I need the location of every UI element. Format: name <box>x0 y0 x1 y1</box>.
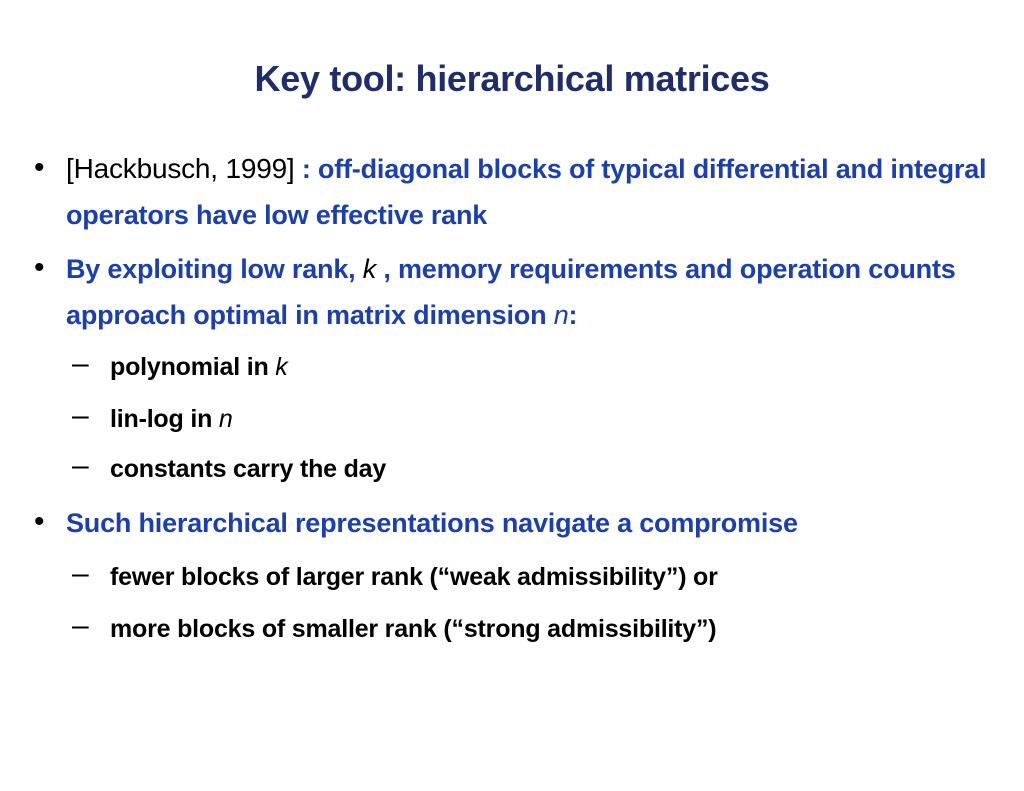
bullet-1-text <box>66 146 996 238</box>
subitem-text: fewer blocks of larger rank (“weak admissibility”) or <box>110 563 718 591</box>
dash-marker: – <box>72 399 89 432</box>
subitem-polynomial <box>72 344 972 388</box>
dash-marker: – <box>72 609 89 642</box>
bullet-dot: • <box>34 151 45 184</box>
bullet-dot: • <box>34 251 45 284</box>
bullet-dot: • <box>34 505 45 538</box>
subitem-more-blocks <box>72 606 972 650</box>
subitem-constants <box>72 446 972 490</box>
subitem-text: more blocks of smaller rank (“strong admissibility”) <box>110 615 717 643</box>
subitem-text: lin-log in n <box>110 405 233 433</box>
dash-marker: – <box>72 347 89 380</box>
bullet-2-part-a: By exploiting low rank, <box>66 254 363 284</box>
slide-title: Key tool: hierarchical matrices <box>254 58 770 99</box>
bullet-2-text <box>66 246 996 338</box>
dash-marker: – <box>72 557 89 590</box>
dash-marker: – <box>72 449 89 482</box>
subitem-text: polynomial in k <box>110 353 288 381</box>
variable-k: k <box>362 254 377 284</box>
subitem-linlog <box>72 396 972 440</box>
bullet-2-part-c: : <box>568 300 578 330</box>
bullet-3-text: Such hierarchical representations navigate a compromise <box>66 508 798 538</box>
citation: [Hackbusch, 1999] <box>66 153 295 184</box>
subitem-fewer-blocks <box>72 554 972 598</box>
variable-n: n <box>553 300 569 330</box>
subitem-text: constants carry the day <box>110 455 387 483</box>
bullet-1-body: : off-diagonal blocks of typical differential and integral operators have low effective rank <box>66 154 987 230</box>
bullet-2-part-b: , memory requirements and operation counts approach optimal in matrix dimension <box>66 254 956 330</box>
